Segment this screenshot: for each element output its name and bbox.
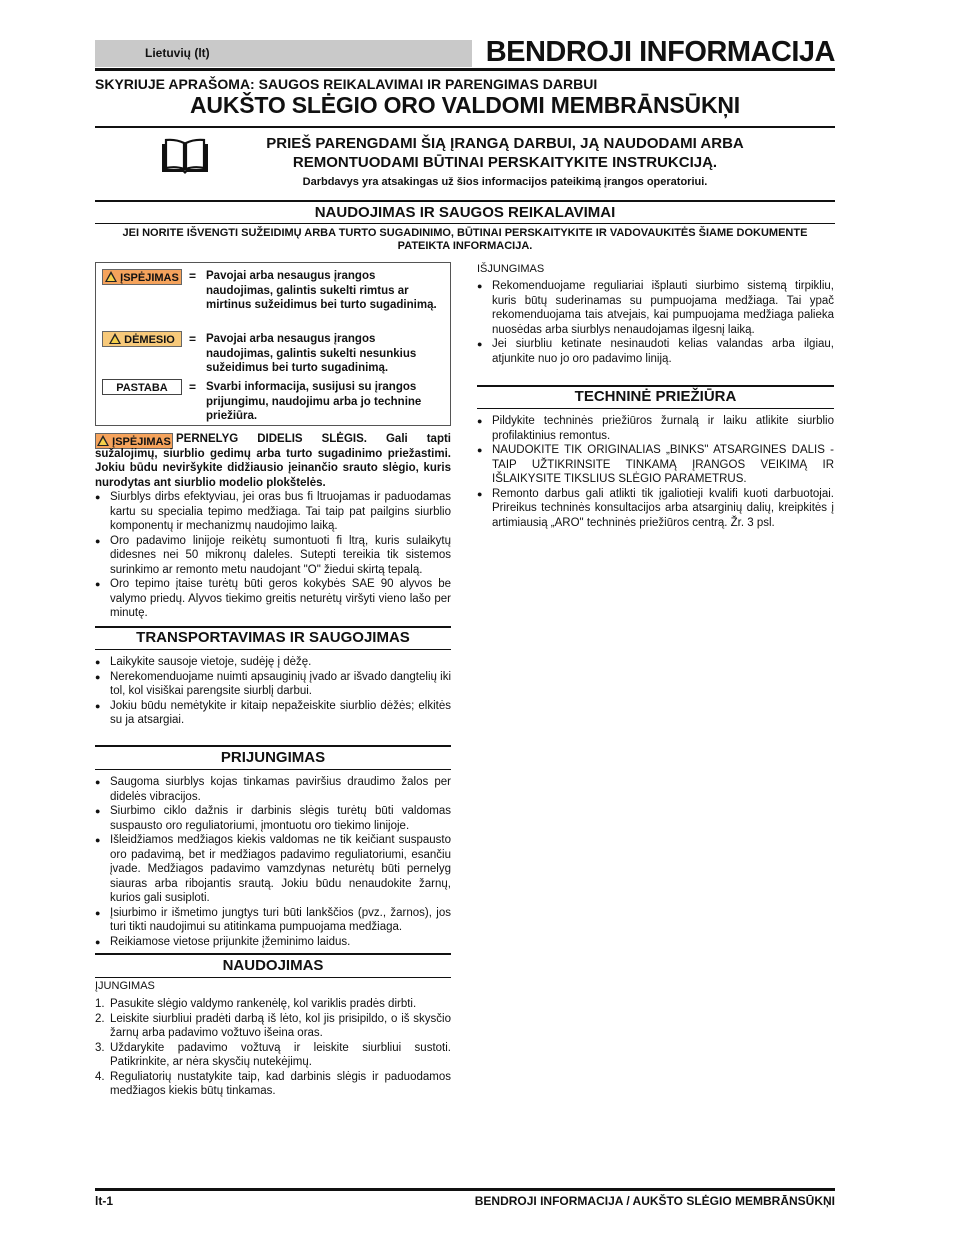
list-item: ● Jei siurbliu ketinate nesinaudoti kelias valandas arba ilgiau, atjunkite nuo jo oro padavimo liniją.	[477, 337, 834, 366]
transport-heading: TRANSPORTAVIMAS IR SAUGOJIMAS	[136, 629, 410, 646]
safety-subnote: JEI NORITE IŠVENGTI SUŽEIDIMŲ ARBA TURTO SUGADINIMO, BŪTINAI PERSKAITYKITE IR VADOVAUKITĖS ŠIAME DOKUMENTE PATEIKTA INFORMACIJA.	[122, 227, 808, 252]
maintenance-rule-bottom	[477, 408, 834, 409]
start-label: ĮJUNGIMAS	[95, 980, 155, 992]
safety-bullets	[95, 490, 451, 621]
section-divider	[95, 200, 835, 202]
list-item: ● Oro padavimo linijoje reikėtų sumontuoti fi ltrą, kuris sulaikytų didesnes nei 50 mikronų daleles. Sutepti tereikia tik sistemos surinkimo ar remonto metu naudojant "O" žiedui skirtą tepalą.	[95, 534, 451, 578]
footer-title: BENDROJI INFORMACIJA / AUKŠTO SLĖGIO MEMBRĀNSŪKŅI	[474, 1194, 835, 1208]
legend-caution-text: Pavojai arba nesaugus įrangos naudojimas, galintis sukelti nesunkius sužeidimus bei turto sugadinimą.	[206, 333, 417, 374]
list-item: 2. Leiskite siurbliui pradėti darbą iš lėto, kol jis prisipildo, o iš skysčio žarnų arba padavimo vožtuvo išeina oras.	[95, 1012, 451, 1039]
product-title: AUKŠTO SLĖGIO ORO VALDOMI MEMBRĀNSŪKŅI	[190, 92, 740, 118]
list-item: ● Reikiamose vietose prijunkite įžeminimo laidus.	[95, 935, 451, 950]
read-instructions-warning: PRIEŠ PARENGDAMI ŠIĄ ĮRANGĄ DARBUI, JĄ NAUDODAMI ARBA REMONTUODAMI BŪTINAI PERSKAITYKITE INSTRUKCIJĄ.	[266, 135, 744, 171]
page-number: lt-1	[95, 1194, 113, 1208]
transport-rule-bottom	[95, 649, 451, 650]
warning-badge: ĮSPĖJIMAS	[102, 269, 182, 285]
hazard-legend	[95, 262, 451, 426]
list-item: ● Rekomenduojame reguliariai išplauti siurbimo sistemą tirpikliu, kuris būtų suderinamas su pumpuojama medžiaga. Tai ypač rekomenduojama tais atvejais, kai pumpuojama medžiaga palieka nuosėdas arba siurblys nenaudojamas ilgesnį laiką.	[477, 279, 834, 337]
transport-rule-top	[95, 626, 451, 628]
operation-rule-top	[95, 953, 451, 955]
list-item: ● Išleidžiamos medžiagos kiekis valdomas ne tik keičiant suspausto oro padavimą, bet ir medžiagos padavimo reguliatoriumi, esančiu įvade. Medžiagos padavimo vamzdynas neturėtų būti pernelyg siauras arba ribojantis srautą. Jokiu būdu nenaudokite žarnų, kurios gali susiploti.	[95, 833, 451, 906]
list-item: 3. Uždarykite padavimo vožtuvą ir leiskite siurbliui sustoti. Patikrinkite, ar nėra skysčių nutekėjimų.	[95, 1041, 451, 1068]
start-steps	[95, 997, 451, 1099]
legend-equals: =	[189, 269, 197, 283]
list-item: ● Nerekomenduojame nuimti apsauginių įvado ar išvado dangtelių iki tol, kol visiškai parengsite siurblį darbui.	[95, 670, 451, 699]
pressure-warning-text: PERNELYG DIDELIS SLĖGIS. Gali tapti sužalojimų, siurblio gedimų arba turto sugadinimo priežastimi. Jokiu būdu neviršykite didžiausio įeinančio srauto slėgio, kuris nurodytas ant siurblio modelio plokštelės.	[95, 433, 451, 489]
safety-heading-rule	[95, 223, 835, 224]
caution-badge: DĖMESIO	[102, 331, 182, 347]
transport-bullets	[95, 655, 451, 728]
list-item: ● Siurbimo ciklo dažnis ir darbinis slėgis turėtų būti valdomas suspausto oro reguliatoriumi, įmontuotu oro tiekimo linijoje.	[95, 804, 451, 833]
legend-equals: =	[189, 380, 197, 394]
list-item: ● Pildykite techninės priežiūros žurnalą ir laiku atlikite siurblio profilaktinius remontus.	[477, 414, 834, 443]
connect-heading: PRIJUNGIMAS	[220, 749, 326, 766]
operation-heading: NAUDOJIMAS	[222, 957, 324, 974]
footer-divider	[95, 1188, 835, 1191]
connect-rule-top	[95, 745, 451, 747]
list-item: ● NAUDOKITE TIK ORIGINALIAS „BINKS" ATSARGINES DALIS - TAIP UŽTIKRINSITE TINKAMĄ ĮRANGOS VEIKIMĄ IR IŠLAIKYSITE TIKSLIUS SLĖGIO PARAMETRUS.	[477, 443, 834, 487]
stop-label: IŠJUNGIMAS	[477, 263, 545, 275]
list-item: ● Jokiu būdu nemėtykite ir kitaip nepažeiskite siurblio dėžės; elkitės su ja atsargiai.	[95, 699, 451, 728]
caution-triangle-icon	[109, 333, 121, 344]
page-title: BENDROJI INFORMACIJA	[485, 36, 835, 68]
maintenance-heading: TECHNINĖ PRIEŽIŪRA	[574, 388, 737, 405]
product-divider	[95, 126, 835, 128]
note-badge: PASTABA	[102, 379, 182, 395]
stop-bullets	[477, 279, 834, 366]
legend-note-text: Svarbi informacija, susijusi su įrangos prijungimu, naudojimu arba jo technine priežiūra.	[206, 381, 422, 422]
maintenance-rule-top	[477, 385, 834, 387]
connect-bullets	[95, 775, 451, 949]
section-label: SKYRIUJE APRAŠOMA: SAUGOS REIKALAVIMAI IR PARENGIMAS DARBUI	[95, 76, 598, 92]
list-item: ● Remonto darbus gali atlikti tik įgaliotieji kvalifi kuoti darbuotojai. Prireikus techninės konsultacijos arba atsarginių dalių, kreipkitės į artimiausią „ARO" techninės priežiūros centrą. Žr. 3 psl.	[477, 487, 834, 531]
legend-warning-text: Pavojai arba nesaugus įrangos naudojimas, galintis sukelti rimtus ar mirtinus sužeidimus bei turto sugadinimą.	[206, 270, 437, 311]
safety-heading: NAUDOJIMAS IR SAUGOS REIKALAVIMAI	[314, 204, 616, 221]
connect-rule-bottom	[95, 769, 451, 770]
list-item: ● Įsiurbimo ir išmetimo jungtys turi būti lankščios (pvz., žarnos), jos turi tikti naudojimui su atitinkama pumpuojama medžiaga.	[95, 906, 451, 935]
language-tab: Lietuvių (lt)	[95, 40, 472, 67]
list-item: 1. Pasukite slėgio valdymo rankenėlę, kol variklis pradės dirbti.	[95, 998, 417, 1010]
employer-note: Darbdavys yra atsakingas už šios informacijos pateikimą įrangos operatoriui.	[302, 176, 708, 188]
list-item: ● Saugoma siurblys kojas tinkamas paviršius draudimo žalos per didelės vibracijos.	[95, 775, 451, 804]
list-item: ● Oro tepimo įtaise turėtų būti geros kokybės SAE 90 alyvos be valymo priedų. Alyvos tiekimo greitis neturėtų viršyti vieno lašo per minutę.	[95, 577, 451, 621]
list-item: ● Siurblys dirbs efektyviau, jei oras bus fi ltruojamas ir paduodamas kartu su specialia tepimo medžiaga. Tai taip pat pailgins siurblio komponentų ir mechanizmų naudojimo laiką.	[95, 490, 451, 534]
warning-triangle-icon	[105, 271, 117, 282]
maintenance-bullets	[477, 414, 834, 530]
header-divider	[95, 68, 835, 71]
pressure-warning-badge: ĮSPĖJIMAS	[95, 433, 173, 449]
list-item: ● Laikykite sausoje vietoje, sudėję į dėžę.	[95, 655, 451, 670]
operation-rule-bottom	[95, 977, 451, 978]
legend-equals: =	[189, 332, 197, 346]
book-icon	[160, 138, 210, 174]
list-item: 4. Reguliatorių nustatykite taip, kad darbinis slėgis ir paduodamos medžiagos kiekis būtų tinkamas.	[95, 1070, 451, 1097]
